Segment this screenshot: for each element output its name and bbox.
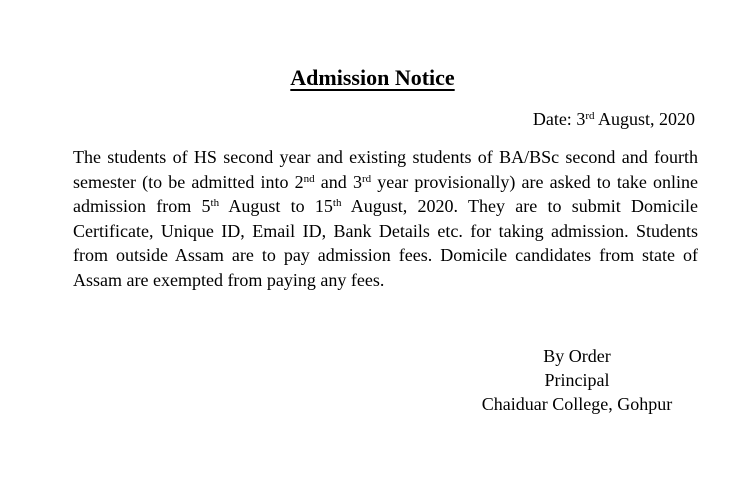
date-day: 3: [576, 109, 586, 129]
notice-body: [73, 145, 698, 292]
body-ordinal-2-suffix: nd: [303, 172, 315, 185]
notice-title-text: Admission Notice: [290, 65, 455, 90]
body-part-4: August to: [219, 196, 315, 216]
body-ordinal-2: 2: [294, 171, 304, 192]
body-ordinal-3: 3: [352, 171, 362, 192]
body-end-day-suffix: th: [332, 197, 342, 209]
body-part-1: The students of HS second year and existing students of BA/BSc second and fourth semester (to be admitted into: [73, 147, 698, 192]
body-end-day: 15: [314, 196, 333, 216]
body-ordinal-3-suffix: rd: [361, 172, 372, 185]
notice-date: [533, 107, 695, 131]
date-prefix: Date:: [532, 109, 577, 129]
body-part-3: year provisionally) are asked to take online admission from: [73, 171, 698, 216]
body-part-5: August, 2020. They are to submit Domicile Certificate, Unique ID, Email ID, Bank Details etc. for taking admission. Students from outside Assam are to pay admission fees. Domicile candidates from state of Assam are exempted from paying any fees.: [73, 196, 698, 290]
body-part-2: and: [314, 171, 353, 192]
date-day-suffix: rd: [585, 110, 595, 122]
signature-institution: Chaiduar College, Gohpur: [481, 394, 673, 414]
signature-by-order: By Order: [543, 346, 611, 366]
signature-block: [472, 344, 682, 416]
date-rest: August, 2020: [594, 109, 695, 129]
body-start-day: 5: [201, 196, 211, 216]
notice-title: [0, 64, 745, 92]
body-start-day-suffix: th: [210, 197, 220, 209]
signature-designation: Principal: [544, 370, 610, 390]
